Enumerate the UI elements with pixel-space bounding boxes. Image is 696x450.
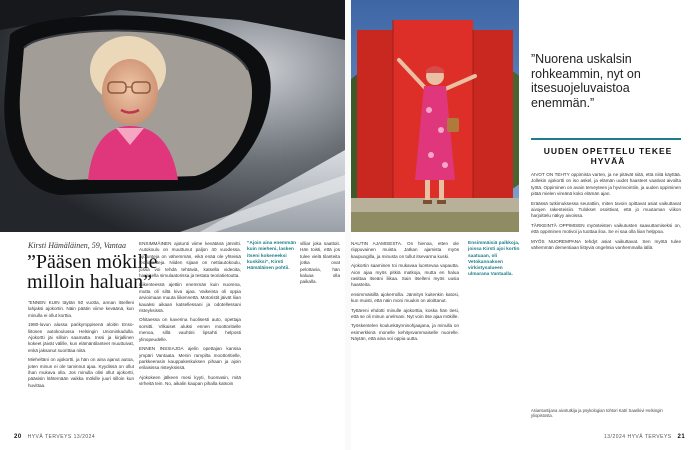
paragraph: ensimmäisillä ajokerroilla. Jännitys kuitenkin katosi, kun muisti, että näin moni muukin on aloittanut.: [351, 291, 459, 304]
photo-caption-mirror: ”Ajoin aina enemmän kuin mieheni, lasken itseni kokeneeksi kuskiksi”, Kirsti Hämäläinen pohtii.: [247, 241, 297, 272]
accent-rule: [531, 138, 681, 140]
paragraph: Liikenteessä ajettiin enemmän kuin nuorena, mutta oli siltä kiva ajaa. Vaikeinta oli oppia arvioimaan muuta liikennettä. Motoristit jäivät liian kauaksi aikaan katsellessani ja odotellessani risteyksissä.: [139, 282, 241, 314]
text-column-1: [28, 300, 134, 392]
pull-quote: ”Nuorena uskalsin rohkeammin, nyt on itsesuojeluvaistoa enemmän.”: [531, 52, 641, 110]
paragraph: Työskentelen koulunkäynninohjaajana, ja minulla on esimerkkinä monelle kehitysvammaiselle nuorelle. Näytän, että aina voi oppia uutta.: [351, 323, 459, 342]
paragraph: Ajokortin saaminen toi mukavaa luontevaa vapautta. Aion ajaa myös pitkiä matkoja, mutta en halua rasittaa itseäni liikaa. Sain itselleni myös uusia haasteita.: [351, 263, 459, 288]
paragraph: ENNEN INSSIAJOA ajelin opettajan kanssa ympäri Vantaata. Menin rampilta moottoritielle, parkkeerasin kauppakeskuksen pihaan ja ajoin erilaisissa risteyksissä.: [139, 346, 241, 371]
paragraph: Eräässä tutkimuksessa seurattiin, miten tavoin opittavat asiat vaikuttavat aivojen rakenteisiin. Tulokset osoittivat, että jo muutaman viikon harjoittelu näkyy aivoissa.: [531, 200, 681, 219]
folio-left: [14, 434, 95, 440]
paragraph: MYÖS NUOREMPANA tehdyt asiat vaikuttavat. Sen myötä tulee vähemmän dementiaan liittyviä ongelmia vanhemmalla iällä.: [531, 238, 681, 251]
text-column-3: [300, 241, 340, 289]
paragraph: 1980-luvun alussa parikymppisenä aloitin Enso-liitosen autokoulussa Helsingin Unioninkadulla. Ajokortti jäi silloin saamatta. Inssi ja kirjallinen kokeet jäivät välille, kun elämäntilanteet muuttuivat, enkä jaksanut suorittaa niitä.: [28, 322, 134, 353]
folio-right: [604, 434, 685, 440]
paragraph: villiar joka saattoit. Hän toisti, että jos tulee vielä tilanteita jotka ovat pelottavia, hän kaluaa olla paikalla.: [300, 241, 340, 285]
photo-caption-red-wall: Ensimmäisiä palkkoja, joissa Kirsti ajoi kortin saatuaan, oli Vetokannaksen virkistysalueen ulmarana Vantaalla.: [468, 241, 520, 278]
paragraph: Ohitaessa on kaverina huolisesti auto, opettaja sorsitti. Vilkaiset aluksi ennen moottoritielle menoa, sillä vauhtini lipsahti helposti ylinopeudelle.: [139, 317, 241, 342]
expert-credit: Asiantuntijana aivotutkija ja psykologian tohtori Katri Saarikivi Helsingin yliopistosta.: [531, 408, 663, 419]
paragraph: NAUTIN AJAMISESTA. On hienoa, etten ole riippuvainen muista. Jatkan ajamista myös kaupungilla, ja minusta on tullut itsevarma kuski.: [351, 241, 459, 259]
article-headline: ”Pääsen mökille milloin haluan”: [27, 251, 158, 293]
folio-text: 13/2024 HYVÄ TERVEYS: [604, 434, 672, 440]
byline: Kirsti Hämäläinen, 59, Vantaa: [28, 241, 127, 250]
paragraph: Ajokokeen jälkeen mesi kyyti, huomasin, mitä virheitä tein. No, aikalin kaupan pihalla katsoin: [139, 374, 241, 387]
paragraph: Tyttäreni ehdotti minulle ajokorttia, koska hän tiesi, että se oli minun unelmani. Nyt voin itse ajaa mökille.: [351, 307, 459, 320]
page-number: 20: [14, 434, 22, 440]
paragraph: ENSIMMÄINEN ajotunti viime kevätänä jännitti. Autokoulu on muuttunut paljon 40 vuodessa. Ajotunteja on vähemmän, eikä enää ole yhteisiä teoriatunteja. Niiden sijaan on nettiautokoulu, jossa voi tehdä tehtäviä, katsella videoita, harjoitella simulaatorissa ja testata teoriatietoutta.: [139, 241, 241, 279]
paragraph: Mieheltäni on ajokortti, ja hän on aina ajanut autoa, joten minun ei ole tarvinnut ajaa. Kyydissä on ollut ihan mukava olla. Jos minulla olisi ollut ajokortti, pääsisin lähtemään vaikka mökille juuri silloin kun huvittaa.: [28, 357, 134, 388]
section-subheading: UUDEN OPETTELU TEKEE HYVÄÄ: [543, 146, 673, 166]
photo-red-wall: [351, 0, 519, 232]
page-number: 21: [677, 434, 686, 440]
folio-text: HYVÄ TERVEYS 13/2024: [27, 434, 96, 440]
paragraph: ”ENNEN KUIN täytän 60 vuotta, annan itselleni lahjaksi ajokortin. Näin päätin viime keväänä, kun minulla ei ollut korttia.: [28, 300, 134, 318]
text-column-5: [531, 172, 681, 254]
text-column-4: [351, 241, 459, 346]
car-mirror-illustration: [0, 0, 345, 232]
paragraph: AIVOT ON TEHTY oppimista varten, ja ne pitävät siitä, että niitä käyttää. Jollekin ajokortti on iso askel, ja elämän uudet haasteet vaativat aivoilta työtä. Oppiminen on avain terveyteen ja hyvinvointiin, ja uuden oppiminen pitää mielen vireänä koko elämän ajan.: [531, 172, 681, 197]
paragraph: TÄRKEINTÄ OPPIMISEN myönteisten vaikutusten saavuttamiseksi on, että oppiminen motivoi ja tuottaa iloa. Se ei saa olla liian helppoa.: [531, 222, 681, 235]
text-column-2: [139, 241, 241, 391]
photo-car-mirror: [0, 0, 345, 232]
red-wall-illustration: [351, 0, 519, 232]
